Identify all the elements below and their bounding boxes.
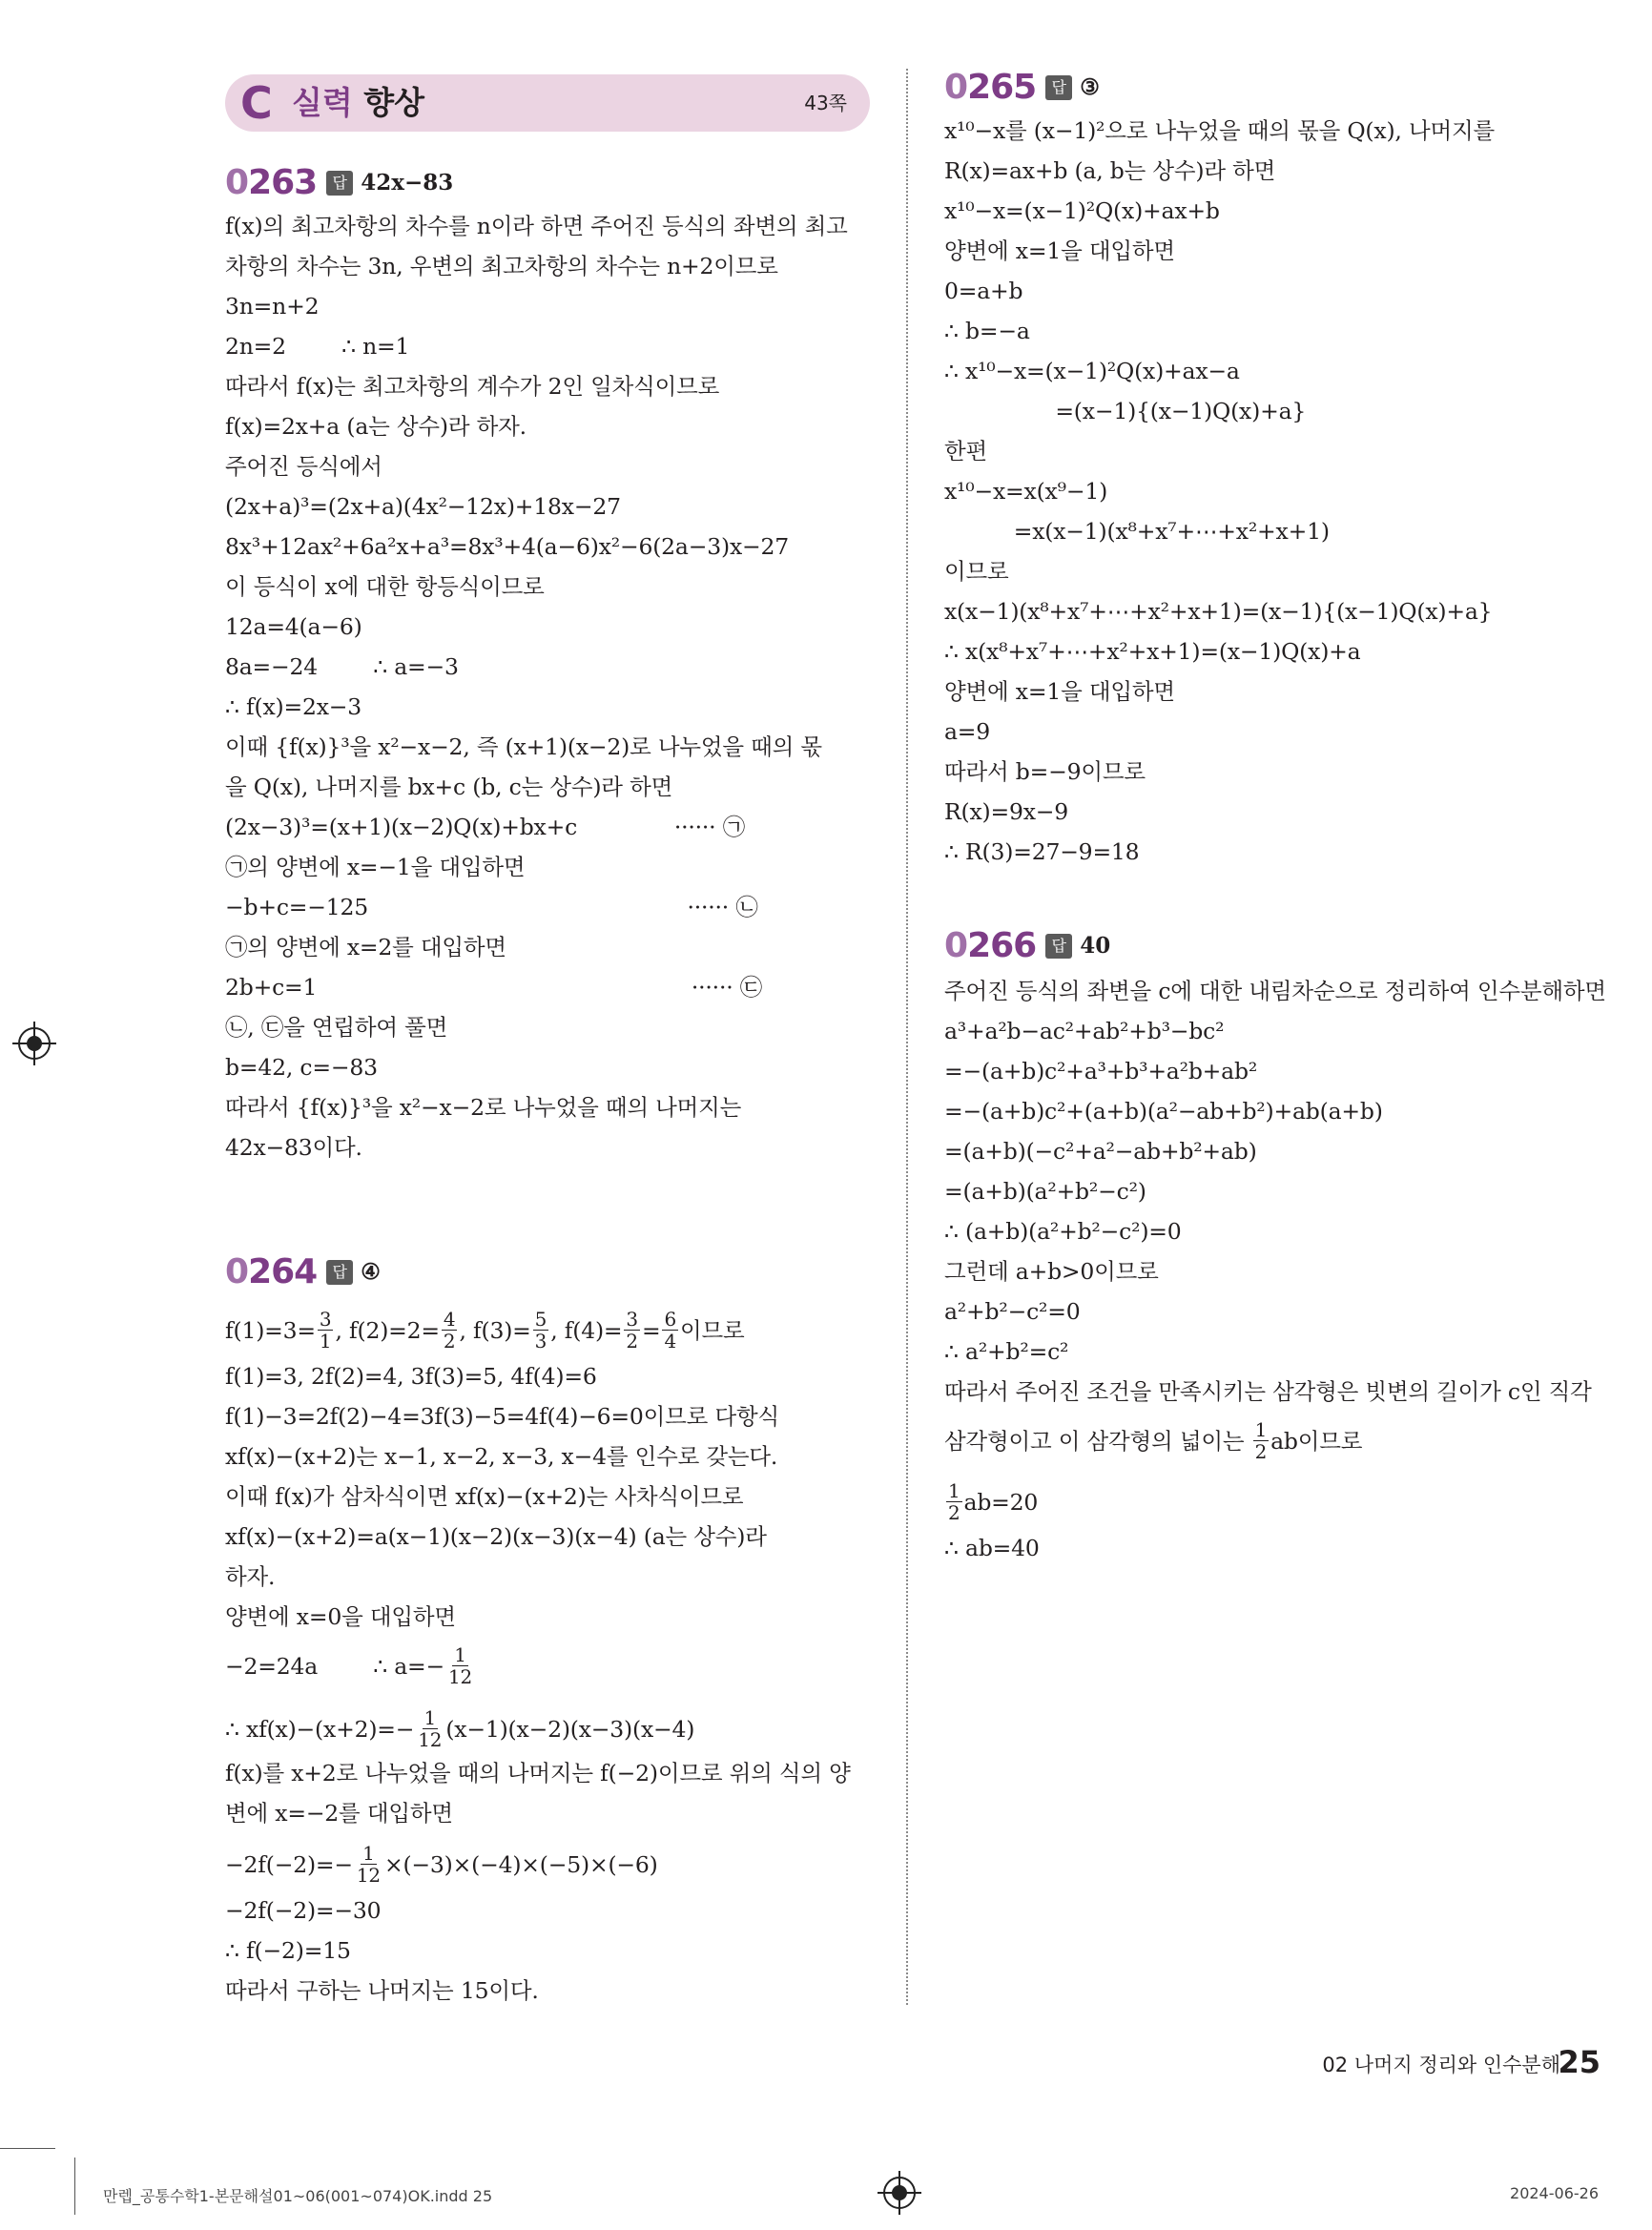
solution-line: b=42, c=−83 bbox=[225, 1054, 378, 1081]
solution-line: ∴ R(3)=27−9=18 bbox=[944, 838, 1140, 865]
solution-line: 12a=4(a−6) bbox=[225, 613, 362, 640]
solution-line: (2x+a)³=(2x+a)(4x²−12x)+18x−27 bbox=[225, 493, 621, 520]
solution-line: 한편 bbox=[944, 438, 988, 465]
solution-line: 주어진 등식의 좌변을 c에 대한 내림차순으로 정리하여 인수분해하면 bbox=[944, 978, 1606, 1004]
solution-line: =−(a+b)c²+a³+b³+a²b+ab² bbox=[944, 1058, 1258, 1084]
solution-line: ∴ f(−2)=15 bbox=[225, 1937, 351, 1964]
crop-mark bbox=[74, 2158, 75, 2215]
problem-0264-header bbox=[225, 1253, 381, 1291]
solution-line: 이때 f(x)가 삼차식이면 xf(x)−(x+2)는 사차식이므로 bbox=[225, 1483, 744, 1510]
fraction: $\frac{1}{12}$ bbox=[418, 1706, 443, 1751]
solution-line: 하자. bbox=[225, 1563, 276, 1590]
solution-line: ㉡, ㉢을 연립하여 풀면 bbox=[225, 1014, 448, 1041]
fraction: $\frac{3}{1}$ bbox=[319, 1308, 332, 1352]
solution-line: 따라서 f(x)는 최고차항의 계수가 2인 일차식이므로 bbox=[225, 373, 720, 400]
solution-line: (2x−3)³=(x+1)(x−2)Q(x)+bx+c ······ ㉠ bbox=[225, 814, 746, 840]
solution-line: 차항의 차수는 3n, 우변의 최고차항의 차수는 n+2이므로 bbox=[225, 253, 778, 279]
fraction: $\frac{1}{12}$ bbox=[448, 1643, 473, 1688]
solution-line: ∴ x(x⁸+x⁷+⋯+x²+x+1)=(x−1)Q(x)+a bbox=[944, 638, 1361, 665]
solution-line: =−(a+b)c²+(a+b)(a²−ab+b²)+ab(a+b) bbox=[944, 1098, 1383, 1125]
answer-badge: 답 bbox=[1045, 75, 1072, 100]
problem-number: 0265 bbox=[944, 68, 1037, 107]
solution-line: ∴ (a+b)(a²+b²−c²)=0 bbox=[944, 1218, 1182, 1245]
solution-line: a²+b²−c²=0 bbox=[944, 1298, 1081, 1325]
solution-line-fraction: −2=24a ∴ a=− $\frac{1}{12}$ bbox=[225, 1643, 473, 1688]
solution-line: 이때 {f(x)}³을 x²−x−2, 즉 (x+1)(x−2)로 나누었을 때의 몫 bbox=[225, 733, 822, 760]
solution-line: =(a+b)(a²+b²−c²) bbox=[944, 1178, 1146, 1205]
solution-line: 0=a+b bbox=[944, 278, 1023, 304]
solution-line-fraction: ∴ xf(x)−(x+2)=− $\frac{1}{12}$ (x−1)(x−2)(x−3)(x−4) bbox=[225, 1706, 695, 1751]
solution-line-fractions: f(1)=3= $\frac{3}{1}$ , f(2)=2= $\frac{4}{2}$ , f(3)= $\frac{5}{3}$ , f(4)= $\frac{3}{2}$ = $\frac{6}{4}$ 이므로 bbox=[225, 1308, 745, 1352]
solution-line: ∴ f(x)=2x−3 bbox=[225, 693, 362, 720]
page-number: 25 bbox=[1558, 2044, 1600, 2080]
solution-line: ㉠의 양변에 x=2를 대입하면 bbox=[225, 934, 506, 960]
solution-line: x¹⁰−x=x(x⁹−1) bbox=[944, 478, 1108, 505]
solution-line: ∴ x¹⁰−x=(x−1)²Q(x)+ax−a bbox=[944, 358, 1240, 384]
solution-line: x¹⁰−x=(x−1)²Q(x)+ax+b bbox=[944, 197, 1220, 224]
solution-line: x¹⁰−x를 (x−1)²으로 나누었을 때의 몫을 Q(x), 나머지를 bbox=[944, 117, 1495, 144]
fraction: $\frac{6}{4}$ bbox=[664, 1308, 676, 1352]
solution-line: f(1)−3=2f(2)−4=3f(3)−5=4f(4)−6=0이므로 다항식 bbox=[225, 1403, 779, 1430]
solution-line: 주어진 등식에서 bbox=[225, 453, 382, 480]
solution-line: f(x)를 x+2로 나누었을 때의 나머지는 f(−2)이므로 위의 식의 양 bbox=[225, 1760, 851, 1786]
solution-line: ∴ b=−a bbox=[944, 318, 1030, 344]
answer-value: ④ bbox=[361, 1259, 381, 1285]
crop-mark bbox=[0, 2148, 55, 2149]
solution-line: a³+a²b−ac²+ab²+b³−bc² bbox=[944, 1018, 1225, 1044]
solution-line: 양변에 x=1을 대입하면 bbox=[944, 237, 1175, 264]
page-reference: 43쪽 bbox=[804, 92, 847, 114]
solution-line: f(x)=2x+a (a는 상수)라 하자. bbox=[225, 413, 527, 440]
solution-line: ∴ a²+b²=c² bbox=[944, 1338, 1069, 1365]
solution-line: =(x−1){(x−1)Q(x)+a} bbox=[944, 398, 1307, 424]
solution-line: R(x)=ax+b (a, b는 상수)라 하면 bbox=[944, 157, 1276, 184]
solution-line: −b+c=−125 ······ ㉡ bbox=[225, 894, 758, 920]
solution-line: x(x−1)(x⁸+x⁷+⋯+x²+x+1)=(x−1){(x−1)Q(x)+a} bbox=[944, 598, 1493, 625]
answer-badge: 답 bbox=[1045, 934, 1072, 959]
section-header bbox=[225, 74, 870, 132]
solution-line: 따라서 구하는 나머지는 15이다. bbox=[225, 1977, 539, 2004]
solution-line: 42x−83이다. bbox=[225, 1134, 362, 1161]
problem-number: 0263 bbox=[225, 163, 318, 202]
solution-line: 2n=2 ∴ n=1 bbox=[225, 333, 410, 360]
section-title-rest: 향상 bbox=[363, 84, 425, 121]
solution-line: ㉠의 양변에 x=−1을 대입하면 bbox=[225, 854, 526, 880]
solution-line: =(a+b)(−c²+a²−ab+b²+ab) bbox=[944, 1138, 1257, 1165]
solution-line: 3n=n+2 bbox=[225, 293, 320, 320]
fraction: $\frac{3}{2}$ bbox=[626, 1308, 638, 1352]
solution-line-fraction: $\frac{1}{2}$ ab=20 bbox=[948, 1479, 1039, 1524]
print-date: 2024-06-26 bbox=[1510, 2184, 1599, 2202]
solution-line: 8x³+12ax²+6a²x+a³=8x³+4(a−6)x²−6(2a−3)x−27 bbox=[225, 533, 789, 560]
fraction: $\frac{1}{2}$ bbox=[948, 1479, 960, 1524]
solution-line: −2f(−2)=−30 bbox=[225, 1897, 382, 1924]
solution-line: 따라서 {f(x)}³을 x²−x−2로 나누었을 때의 나머지는 bbox=[225, 1094, 742, 1121]
print-file-info: 만렙_공통수학1-본문해설01~06(001~074)OK.indd 25 bbox=[103, 2187, 493, 2205]
solution-line: a=9 bbox=[944, 718, 991, 745]
section-letter: C bbox=[240, 77, 273, 129]
answer-value: ③ bbox=[1080, 74, 1100, 100]
answer-value: 42x−83 bbox=[361, 170, 454, 196]
solution-line: =x(x−1)(x⁸+x⁷+⋯+x²+x+1) bbox=[944, 518, 1330, 545]
section-title bbox=[292, 84, 424, 122]
solution-line: xf(x)−(x+2)는 x−1, x−2, x−3, x−4를 인수로 갖는다. bbox=[225, 1443, 778, 1470]
answer-badge: 답 bbox=[326, 171, 353, 196]
solution-line-fraction: −2f(−2)=− $\frac{1}{12}$ ×(−3)×(−4)×(−5)×(−6) bbox=[225, 1842, 658, 1887]
chapter-title: 02 나머지 정리와 인수분해 bbox=[1322, 2054, 1560, 2076]
section-title-highlight: 실력 bbox=[292, 84, 353, 121]
solution-line: 2b+c=1 ······ ㉢ bbox=[225, 974, 763, 1001]
solution-line: 양변에 x=0을 대입하면 bbox=[225, 1603, 456, 1630]
problem-number: 0266 bbox=[944, 926, 1037, 965]
fraction: $\frac{1}{12}$ bbox=[356, 1842, 381, 1887]
solution-line: 따라서 주어진 조건을 만족시키는 삼각형은 빗변의 길이가 c인 직각 bbox=[944, 1378, 1592, 1405]
solution-line: 이 등식이 x에 대한 항등식이므로 bbox=[225, 573, 545, 600]
solution-line: f(x)의 최고차항의 차수를 n이라 하면 주어진 등식의 좌변의 최고 bbox=[225, 213, 848, 239]
solution-line: xf(x)−(x+2)=a(x−1)(x−2)(x−3)(x−4) (a는 상수)라 bbox=[225, 1523, 767, 1550]
solution-line: 이므로 bbox=[944, 558, 1009, 585]
problem-0266-header bbox=[944, 927, 1110, 965]
solution-line: 따라서 b=−9이므로 bbox=[944, 758, 1146, 785]
problem-0265-header bbox=[944, 69, 1100, 107]
answer-value: 40 bbox=[1080, 933, 1111, 959]
registration-mark-icon bbox=[18, 1027, 51, 1060]
solution-line: 그런데 a+b>0이므로 bbox=[944, 1258, 1159, 1285]
solution-line: 을 Q(x), 나머지를 bx+c (b, c는 상수)라 하면 bbox=[225, 774, 673, 800]
column-divider bbox=[906, 69, 908, 2005]
solution-line-fraction: 삼각형이고 이 삼각형의 넓이는 $\frac{1}{2}$ ab이므로 bbox=[944, 1418, 1363, 1463]
solution-line: f(1)=3, 2f(2)=4, 3f(3)=5, 4f(4)=6 bbox=[225, 1363, 597, 1390]
fraction: $\frac{1}{2}$ bbox=[1254, 1418, 1268, 1463]
solution-line: R(x)=9x−9 bbox=[944, 798, 1069, 825]
registration-mark-icon bbox=[883, 2177, 916, 2209]
fraction: $\frac{4}{2}$ bbox=[443, 1308, 456, 1352]
answer-badge: 답 bbox=[326, 1260, 353, 1285]
solution-line: 8a=−24 ∴ a=−3 bbox=[225, 653, 459, 680]
problem-number: 0264 bbox=[225, 1252, 318, 1291]
fraction: $\frac{5}{3}$ bbox=[534, 1308, 547, 1352]
solution-line: ∴ ab=40 bbox=[944, 1535, 1040, 1561]
solution-line: 양변에 x=1을 대입하면 bbox=[944, 678, 1175, 705]
solution-line: 변에 x=−2를 대입하면 bbox=[225, 1800, 453, 1827]
problem-0263-header bbox=[225, 164, 453, 202]
